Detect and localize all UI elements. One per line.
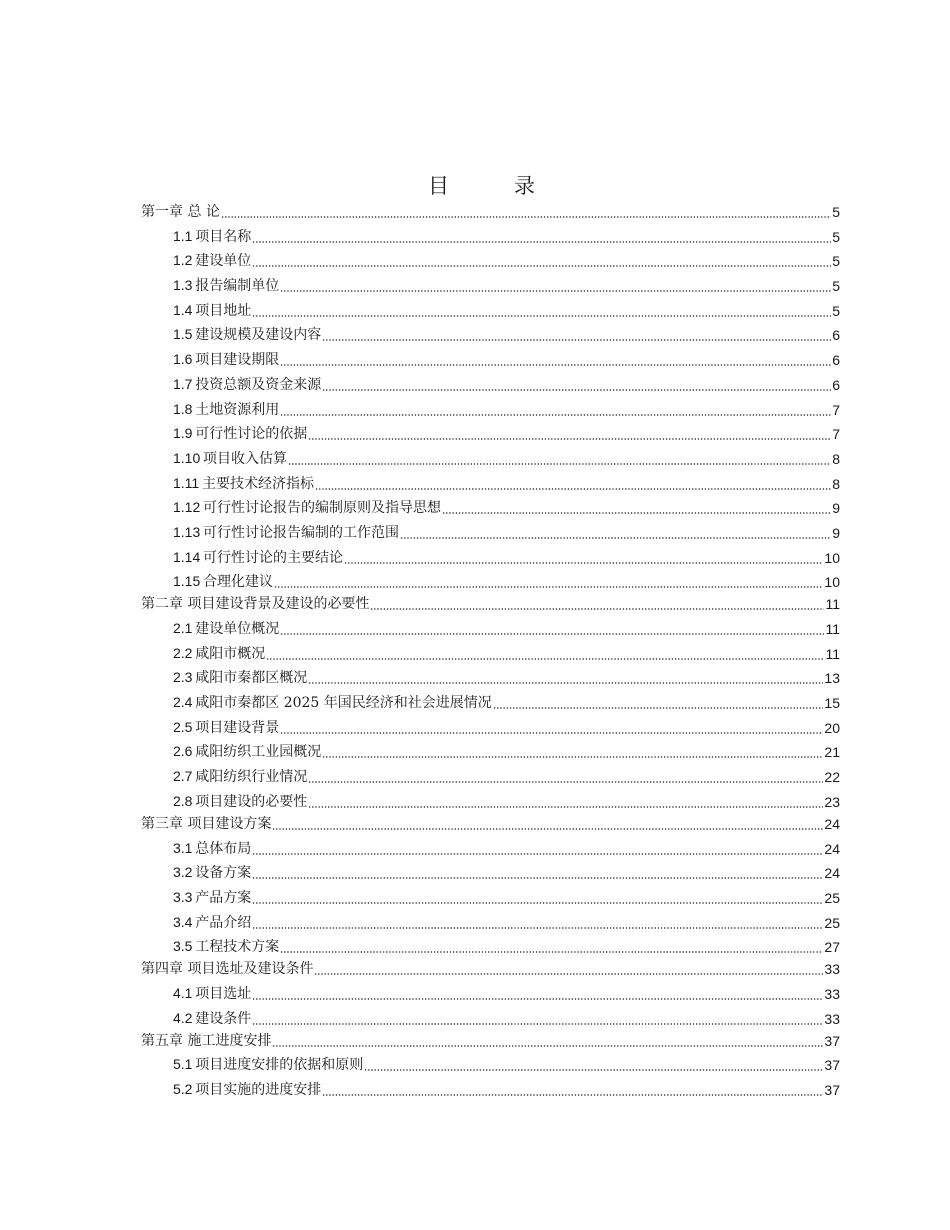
toc-entry-text <box>173 620 279 638</box>
toc-section-entry[interactable] <box>141 221 840 246</box>
toc-page-number: 5 <box>832 228 840 245</box>
toc-page-number: 15 <box>824 695 840 712</box>
toc-section-entry[interactable] <box>141 468 840 493</box>
toc-entry-text <box>173 1081 321 1099</box>
dot-leader <box>400 537 831 539</box>
toc-entry-number: 3.2 <box>173 864 193 881</box>
toc-page-number: 11 <box>825 596 840 613</box>
toc-entry-label: 建设单位 <box>195 253 252 270</box>
toc-chapter-entry[interactable] <box>141 811 840 833</box>
toc-page-number: 37 <box>824 1032 840 1049</box>
toc-entry-number: 1.4 <box>173 301 193 318</box>
toc-entry-text <box>173 669 307 687</box>
toc-section-entry[interactable] <box>141 443 840 468</box>
toc-chapter-entry[interactable] <box>141 1028 840 1050</box>
dot-leader <box>274 586 823 588</box>
toc-entry-label: 项目建设期限 <box>195 352 280 369</box>
toc-entry-label: 可行性讨论报告的编制原则及指导思想 <box>203 500 442 517</box>
dot-leader <box>272 1045 823 1047</box>
toc-page-number: 33 <box>824 961 840 978</box>
toc-section-entry[interactable] <box>141 907 840 932</box>
toc-section-entry[interactable] <box>141 246 840 271</box>
toc-entry-label: 第一章 总 论 <box>141 204 220 220</box>
toc-entry-text <box>173 351 279 369</box>
toc-entry-label: 产品方案 <box>195 889 252 906</box>
toc-entry-number: 5.1 <box>173 1056 193 1073</box>
toc-entry-number: 1.6 <box>173 351 193 368</box>
toc-entry-number: 3.3 <box>173 888 193 905</box>
toc-entry-label: 第三章 项目建设方案 <box>141 815 272 832</box>
toc-entry-label: 项目进度安排的依据和原则 <box>195 1057 364 1074</box>
dot-leader <box>322 1094 823 1096</box>
dot-leader <box>252 927 823 929</box>
toc-entry-number: 1.11 <box>173 474 200 491</box>
dot-leader <box>322 339 831 341</box>
dot-leader <box>314 973 823 975</box>
toc-entry-label: 合理化建议 <box>203 574 274 591</box>
toc-entry-text <box>173 645 265 663</box>
toc-entry-text <box>173 1056 363 1074</box>
toc-entry-label: 产品介绍 <box>195 914 252 931</box>
toc-entry-text <box>173 1010 251 1028</box>
dot-leader <box>308 806 823 808</box>
toc-section-entry[interactable] <box>141 932 840 957</box>
toc-entry-number: 1.12 <box>173 499 201 516</box>
toc-entry-label: 可行性讨论的主要结论 <box>203 549 344 566</box>
toc-entry-label: 总体布局 <box>195 840 252 857</box>
toc-entry-label: 设备方案 <box>195 865 252 882</box>
toc-entry-label: 工程技术方案 <box>195 939 280 956</box>
toc-section-entry[interactable] <box>141 295 840 320</box>
toc-page-number: 24 <box>824 865 840 882</box>
toc-section-entry[interactable] <box>141 419 840 444</box>
toc-page-number: 9 <box>832 500 840 517</box>
toc-entry-text <box>173 499 441 517</box>
toc-entry-label: 项目名称 <box>195 228 252 245</box>
toc-section-entry[interactable] <box>141 613 840 638</box>
toc-entry-number: 2.5 <box>173 718 193 735</box>
toc-entry-text <box>173 425 307 443</box>
dot-leader <box>280 364 831 366</box>
toc-entry-number: 1.5 <box>173 326 193 343</box>
toc-entry-text <box>173 252 251 270</box>
toc-page-number: 6 <box>832 376 840 393</box>
toc-entry-label: 可行性讨论的依据 <box>195 426 308 443</box>
toc-entry-text <box>141 204 220 221</box>
dot-leader <box>288 463 831 465</box>
toc-entry-label: 第二章 项目建设背景及建设的必要性 <box>141 596 370 613</box>
toc-entry-number: 1.15 <box>173 573 201 590</box>
toc-chapter-entry[interactable] <box>141 591 840 613</box>
toc-entry-label: 建设规模及建设内容 <box>195 327 322 344</box>
toc-page-number: 20 <box>824 719 840 736</box>
toc-page-number: 25 <box>824 889 840 906</box>
toc-entry-text <box>173 376 321 394</box>
dot-leader <box>252 315 831 317</box>
dot-leader <box>221 216 831 218</box>
toc-page-number: 6 <box>832 352 840 369</box>
toc-section-entry[interactable] <box>141 761 840 786</box>
dot-leader <box>252 1023 823 1025</box>
toc-page-number: 6 <box>832 327 840 344</box>
toc-entry-number: 4.2 <box>173 1009 193 1026</box>
toc-entry-label: 咸阳纺织行业情况 <box>195 769 308 786</box>
toc-page-number: 9 <box>832 524 840 541</box>
toc-section-entry[interactable] <box>141 369 840 394</box>
toc-page-number: 22 <box>824 769 840 786</box>
dot-leader <box>442 512 831 514</box>
toc-entry-text <box>173 938 279 956</box>
toc-entry-label: 项目选址 <box>195 985 252 1002</box>
toc-entry-number: 3.1 <box>173 839 193 856</box>
toc-section-entry[interactable] <box>141 1003 840 1028</box>
toc-page-number: 5 <box>832 253 840 270</box>
dot-leader <box>252 877 823 879</box>
dot-leader <box>252 265 831 267</box>
toc-page-number: 37 <box>824 1057 840 1074</box>
toc-page-number: 24 <box>824 815 840 832</box>
toc-entry-number: 4.1 <box>173 984 193 1001</box>
toc-section-entry[interactable] <box>141 394 840 419</box>
toc-page-number: 8 <box>832 475 840 492</box>
toc-entry-number: 2.6 <box>173 743 193 760</box>
toc-entry-label: 土地资源利用 <box>195 401 280 418</box>
toc-page-number: 27 <box>824 939 840 956</box>
toc-page-number: 24 <box>824 840 840 857</box>
toc-entry-label: 咸阳市秦都区概况 <box>195 670 308 687</box>
toc-page-number: 23 <box>824 793 840 810</box>
toc-page-number: 5 <box>832 302 840 319</box>
toc-section-entry[interactable] <box>141 1074 840 1099</box>
toc-section-entry[interactable] <box>141 712 840 737</box>
toc-section-entry[interactable] <box>141 858 840 883</box>
toc-entry-label: 项目建设的必要性 <box>195 793 308 810</box>
toc-entry-number: 3.5 <box>173 938 193 955</box>
dot-leader <box>315 488 831 490</box>
dot-leader <box>364 1069 823 1071</box>
toc-page-number: 13 <box>824 670 840 687</box>
toc-entry-text <box>141 1033 271 1050</box>
toc-entry-number: 1.8 <box>173 400 193 417</box>
toc-chapter-entry[interactable] <box>141 199 840 221</box>
dot-leader <box>280 633 824 635</box>
toc-entry-number: 1.13 <box>173 523 201 540</box>
toc-entry-number: 1.2 <box>173 252 193 269</box>
dot-leader <box>280 290 831 292</box>
toc-entry-label: 项目实施的进度安排 <box>195 1082 322 1098</box>
toc-entry-text <box>173 524 399 542</box>
toc-entry-text <box>173 793 307 811</box>
toc-entry-label: 项目地址 <box>195 302 252 319</box>
toc-entry-number: 1.3 <box>173 277 193 294</box>
toc-entry-label: 咸阳纺织工业园概况 <box>195 744 322 761</box>
toc-entry-text <box>141 596 369 613</box>
dot-leader <box>344 562 823 564</box>
dot-leader <box>308 781 823 783</box>
toc-page-number: 25 <box>824 914 840 931</box>
toc-entry-text <box>173 719 279 737</box>
toc-entry-number: 2.4 <box>173 694 193 711</box>
toc-entry-text <box>173 302 251 320</box>
dot-leader <box>252 241 831 243</box>
toc-page-number: 10 <box>824 549 840 566</box>
table-of-contents <box>141 199 840 1099</box>
toc-entry-number: 2.8 <box>173 792 193 809</box>
dot-leader <box>280 732 823 734</box>
toc-entry-text <box>141 816 271 833</box>
toc-page-number: 5 <box>832 278 840 295</box>
toc-section-entry[interactable] <box>141 344 840 369</box>
toc-entry-text <box>173 889 251 907</box>
toc-section-entry[interactable] <box>141 687 840 712</box>
toc-section-entry[interactable] <box>141 786 840 811</box>
toc-entry-label: 咸阳市秦都区 2025 年国民经济和社会进展情况 <box>195 695 492 712</box>
toc-entry-number: 2.2 <box>173 644 193 661</box>
toc-entry-text <box>173 743 321 761</box>
toc-entry-text <box>173 914 251 932</box>
dot-leader <box>322 389 831 391</box>
toc-entry-text <box>173 985 251 1003</box>
dot-leader <box>252 998 823 1000</box>
toc-section-entry[interactable] <box>141 833 840 858</box>
toc-entry-text <box>173 401 279 419</box>
toc-section-entry[interactable] <box>141 542 840 567</box>
toc-entry-number: 5.2 <box>173 1081 193 1097</box>
toc-entry-text <box>173 768 307 786</box>
toc-section-entry[interactable] <box>141 1050 840 1075</box>
toc-page-number: 33 <box>824 1010 840 1027</box>
toc-entry-label: 投资总额及资金来源 <box>195 376 322 393</box>
toc-section-entry[interactable] <box>141 567 840 592</box>
toc-section-entry[interactable] <box>141 270 840 295</box>
toc-entry-number: 1.14 <box>173 548 201 565</box>
toc-entry-number: 1.7 <box>173 375 193 392</box>
toc-entry-number: 2.7 <box>173 768 193 785</box>
toc-page-number: 7 <box>832 401 840 418</box>
toc-page-number: 8 <box>832 450 840 467</box>
dot-leader <box>322 756 823 758</box>
toc-entry-text <box>173 549 343 567</box>
toc-entry-label: 主要技术经济指标 <box>202 475 315 492</box>
toc-entry-text <box>173 450 287 468</box>
page-title: 目 录 <box>428 174 557 198</box>
toc-page-number: 10 <box>824 574 840 591</box>
toc-entry-number: 2.1 <box>173 620 193 636</box>
dot-leader <box>493 707 824 709</box>
dot-leader <box>308 438 831 440</box>
toc-entry-number: 1.10 <box>173 449 201 466</box>
dot-leader <box>280 951 823 953</box>
toc-section-entry[interactable] <box>141 493 840 518</box>
toc-section-entry[interactable] <box>141 663 840 688</box>
toc-entry-number: 1.9 <box>173 425 193 442</box>
toc-entry-text <box>173 228 251 246</box>
toc-page-number: 11 <box>825 621 840 637</box>
toc-entry-number: 1.1 <box>173 227 193 244</box>
toc-section-entry[interactable] <box>141 978 840 1003</box>
toc-entry-label: 项目收入估算 <box>203 450 288 467</box>
toc-page-number: 21 <box>824 744 840 761</box>
toc-page-number: 7 <box>832 426 840 443</box>
toc-entry-text <box>173 277 279 295</box>
dot-leader <box>252 853 823 855</box>
toc-entry-label: 建设条件 <box>195 1010 252 1027</box>
dot-leader <box>280 414 831 416</box>
toc-entry-text <box>173 840 251 858</box>
dot-leader <box>272 828 823 830</box>
dot-leader <box>266 658 824 660</box>
dot-leader <box>308 682 823 684</box>
toc-entry-text <box>173 326 321 344</box>
toc-entry-label: 咸阳市概况 <box>195 645 266 662</box>
dot-leader <box>252 902 823 904</box>
toc-entry-number: 2.3 <box>173 669 193 686</box>
toc-section-entry[interactable] <box>141 638 840 663</box>
dot-leader <box>370 608 824 610</box>
toc-entry-label: 项目建设背景 <box>195 719 280 736</box>
toc-entry-label: 第五章 施工进度安排 <box>141 1032 272 1049</box>
toc-entry-text <box>173 475 314 493</box>
toc-section-entry[interactable] <box>141 737 840 762</box>
toc-page-number: 5 <box>832 204 840 220</box>
toc-entry-number: 3.4 <box>173 913 193 930</box>
toc-chapter-entry[interactable] <box>141 956 840 978</box>
toc-entry-label: 建设单位概况 <box>195 621 280 637</box>
toc-entry-text <box>173 573 273 591</box>
toc-entry-text <box>141 961 313 978</box>
toc-page-number: 37 <box>824 1082 840 1098</box>
toc-entry-label: 报告编制单位 <box>195 278 280 295</box>
toc-section-entry[interactable] <box>141 882 840 907</box>
toc-page-number: 33 <box>824 985 840 1002</box>
toc-entry-text <box>173 864 251 882</box>
toc-section-entry[interactable] <box>141 320 840 345</box>
toc-page-number: 11 <box>825 645 840 662</box>
toc-entry-label: 可行性讨论报告编制的工作范围 <box>203 524 400 541</box>
toc-entry-label: 第四章 项目选址及建设条件 <box>141 961 314 978</box>
toc-entry-text <box>173 694 492 712</box>
toc-section-entry[interactable] <box>141 517 840 542</box>
